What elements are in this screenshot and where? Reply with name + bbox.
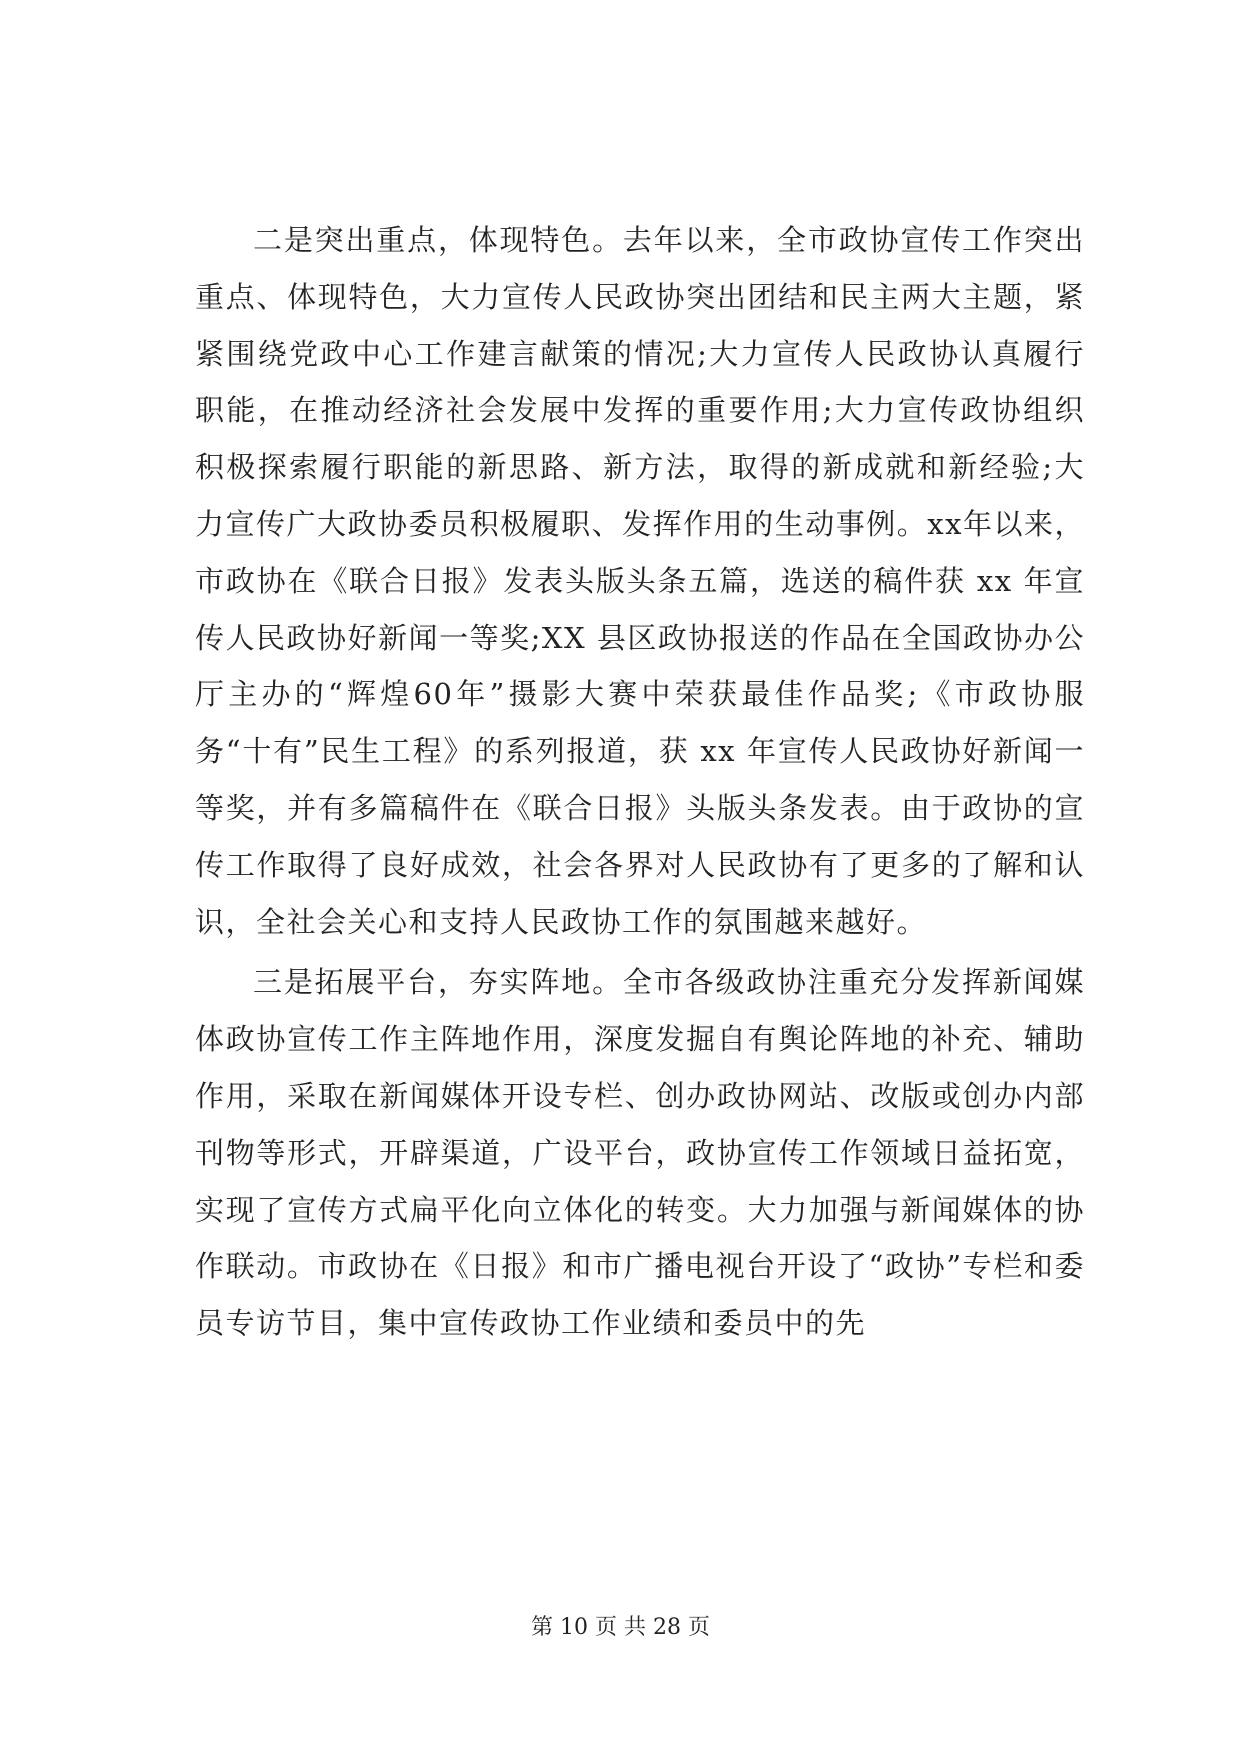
paragraph-1: 二是突出重点，体现特色。去年以来，全市政协宣传工作突出重点、体现特色，大力宣传人民政协突出团结和民主两大主题，紧紧围绕党政中心工作建言献策的情况;大力宣传人民政协认真履行职能，在推动经济社会发展中发挥的重要作用;大力宣传政协组织积极探索履行职能的新思路、新方法，取得的新成就和新经验;大力宣传广大政协委员积极履职、发挥作用的生动事例。xx年以来，市政协在《联合日报》发表头版头条五篇，选送的稿件获 xx 年宣传人民政协好新闻一等奖;XX 县区政协报送的作品在全国政协办公厅主办的“辉煌60年”摄影大赛中荣获最佳作品奖;《市政协服务“十有”民生工程》的系列报道，获 xx 年宣传人民政协好新闻一等奖，并有多篇稿件在《联合日报》头版头条发表。由于政协的宣传工作取得了良好成效，社会各界对人民政协有了更多的了解和认识，全社会关心和支持人民政协工作的氛围越来越好。 xyxy=(195,223,1085,939)
page-number-footer: 第 10 页 共 28 页 xyxy=(531,1615,710,1640)
paragraph-2: 三是拓展平台，夯实阵地。全市各级政协注重充分发挥新闻媒体政协宣传工作主阵地作用，深度发掘自有舆论阵地的补充、辅助作用，采取在新闻媒体开设专栏、创办政协网站、改版或创办内部刊物等形式，开辟渠道，广设平台，政协宣传工作领域日益拓宽，实现了宣传方式扁平化向立体化的转变。大力加强与新闻媒体的协作联动。市政协在《日报》和市广播电视台开设了“政协”专栏和委员专访节目，集中宣传政协工作业绩和委员中的先 xyxy=(195,965,1085,1341)
document-body xyxy=(195,212,1085,1352)
